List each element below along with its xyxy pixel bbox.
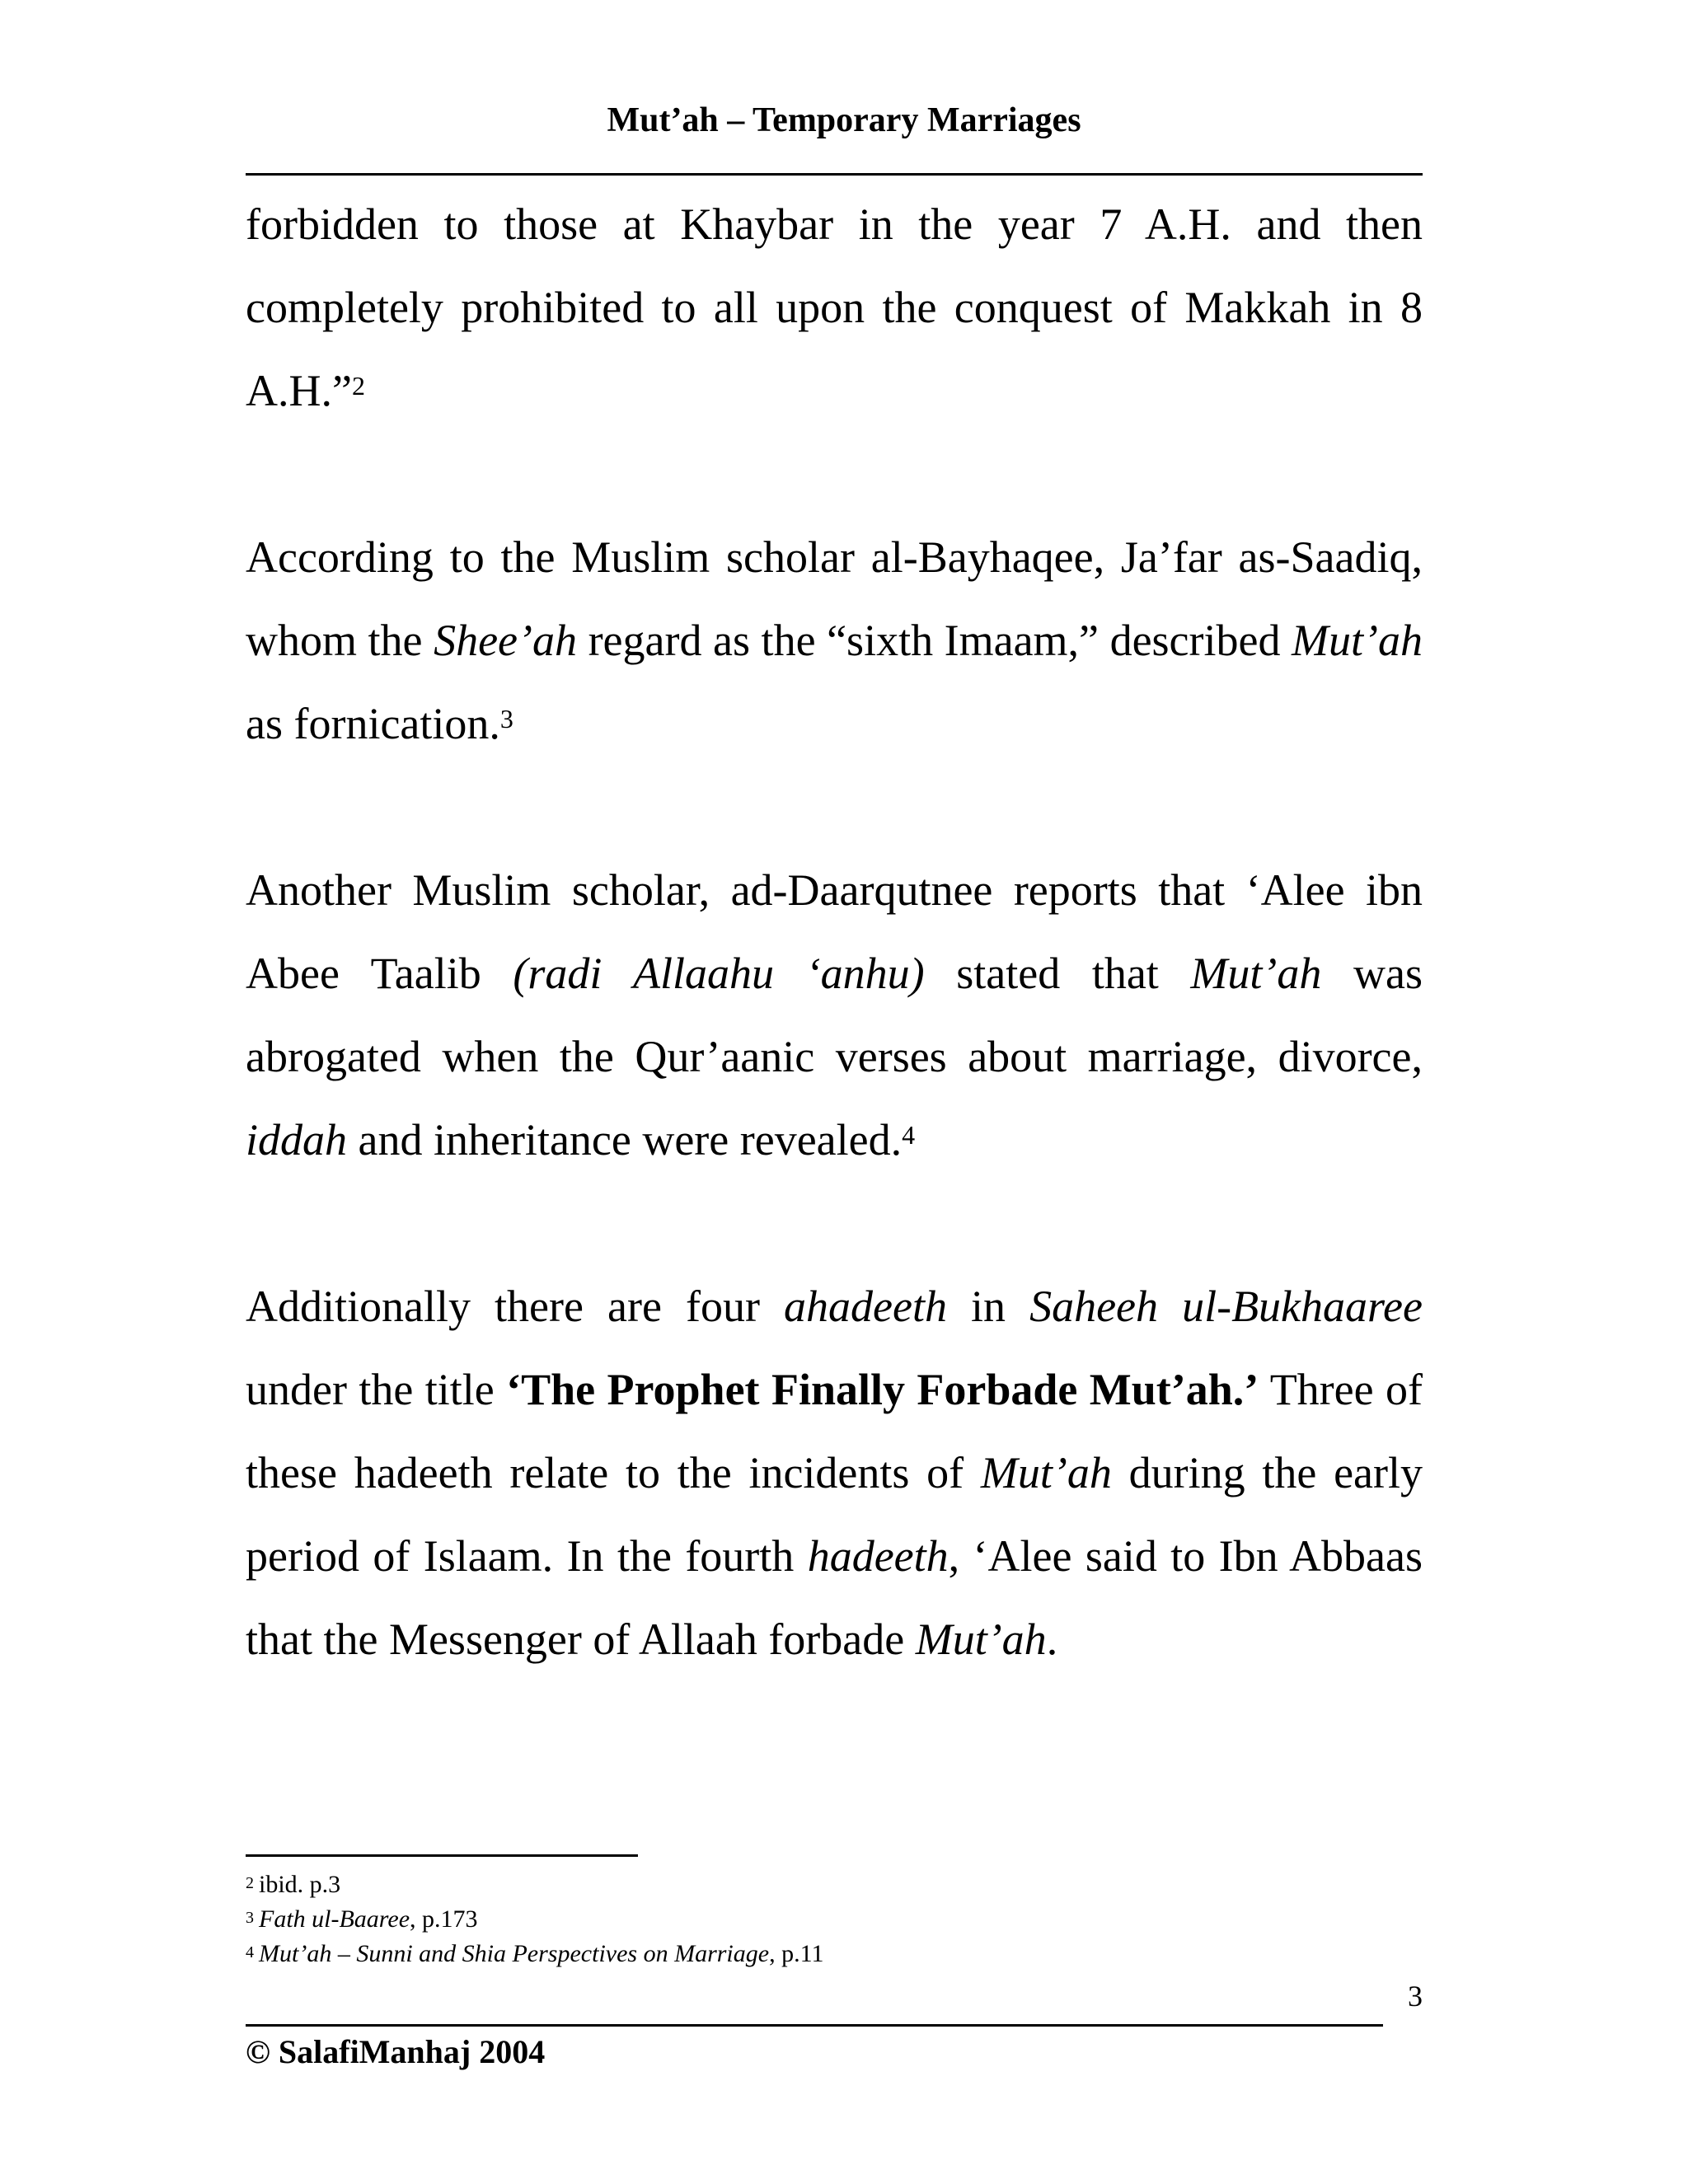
paragraph-3-text-c: was abrogated when the Qur’aanic verses about marriage, divorce,	[246, 949, 1423, 1081]
paragraph-4-bold-title: ‘The Prophet Finally Forbade Mut’ah.’	[506, 1365, 1259, 1414]
paragraph-2-italic-2: Mut’ah	[1292, 616, 1423, 665]
footnote-4-italic: Mut’ah – Sunni and Shia Perspectives on Marriage	[259, 1940, 770, 1967]
paragraph-4-italic-1: ahadeeth	[784, 1282, 947, 1331]
paragraph-3	[246, 849, 1423, 1182]
footnote-2-number: 2	[246, 1874, 254, 1892]
footnote-ref-3[interactable]: 3	[499, 704, 513, 733]
paragraph-4-text-e: during the early period of Islaam. In the fourth	[246, 1448, 1423, 1581]
paragraph-4-italic-2: Saheeh ul-Bukhaaree	[1029, 1282, 1423, 1331]
header-divider	[246, 173, 1423, 176]
footnote-3-italic: Fath ul-Baaree	[259, 1905, 410, 1933]
footnote-3	[246, 1902, 1423, 1937]
running-header: Mut’ah – Temporary Marriages	[607, 101, 1081, 139]
paragraph-3-text-b: stated that	[924, 949, 1191, 998]
footnote-2-text: ibid. p.3	[259, 1871, 341, 1898]
copyright-notice: © SalafiManhaj 2004	[246, 2033, 546, 2070]
footer-divider	[246, 2024, 1383, 2027]
paragraph-3-italic-2: Mut’ah	[1190, 949, 1322, 998]
page-number: 3	[1408, 1980, 1423, 2013]
paragraph-4-text-c: under the title	[246, 1365, 507, 1414]
paragraph-4-text-f: , ‘Alee said to Ibn Abbaas that the Messenger of Allaah forbade	[246, 1531, 1423, 1664]
paragraph-2-text-b: regard as the “sixth Imaam,” described	[577, 616, 1292, 665]
footnote-4-rest: , p.11	[769, 1940, 824, 1967]
footnote-3-rest: , p.173	[410, 1905, 478, 1933]
paragraph-4-italic-3: Mut’ah	[980, 1448, 1112, 1497]
paragraph-2-text-a: According to the Muslim scholar al-Bayhaqee, Ja’far as-Saadiq, whom the	[246, 532, 1423, 665]
footnote-ref-4[interactable]: 4	[902, 1120, 916, 1150]
paragraph-1	[246, 183, 1423, 433]
paragraph-4-text-d: Three of these hadeeth relate to the incidents of	[246, 1365, 1423, 1497]
paragraph-2-italic-1: Shee’ah	[434, 616, 578, 665]
paragraph-3-italic-3: iddah	[246, 1115, 348, 1165]
paragraph-4	[246, 1265, 1423, 1681]
main-body	[246, 183, 1423, 1681]
footnote-3-number: 3	[246, 1909, 254, 1927]
footnote-4-number: 4	[246, 1943, 254, 1961]
paragraph-4-text-g: .	[1046, 1615, 1058, 1664]
footnote-ref-2[interactable]: 2	[351, 371, 365, 401]
paragraph-3-text-a: Another Muslim scholar, ad-Daarqutnee reports that ‘Alee ibn Abee Taalib	[246, 865, 1423, 998]
footnote-4	[246, 1937, 1423, 1971]
paragraph-3-italic-1: (radi Allaahu ‘anhu)	[513, 949, 925, 998]
footnotes	[246, 1868, 1423, 1971]
paragraph-2	[246, 516, 1423, 766]
paragraph-4-text-b: in	[946, 1282, 1030, 1331]
paragraph-4-italic-4: hadeeth	[807, 1531, 949, 1581]
paragraph-4-italic-5: Mut’ah	[915, 1615, 1047, 1664]
footnote-2	[246, 1868, 1423, 1902]
paragraph-2-text-c: as fornication.	[246, 699, 500, 748]
paragraph-1-text: forbidden to those at Khaybar in the year 7 A.H. and then completely prohibited to all upon the conquest of Makkah in 8 A.H.”	[246, 199, 1423, 415]
paragraph-3-text-d: and inheritance were revealed.	[347, 1115, 903, 1165]
paragraph-4-text-a: Additionally there are four	[246, 1282, 785, 1331]
footnote-divider	[246, 1854, 638, 1857]
